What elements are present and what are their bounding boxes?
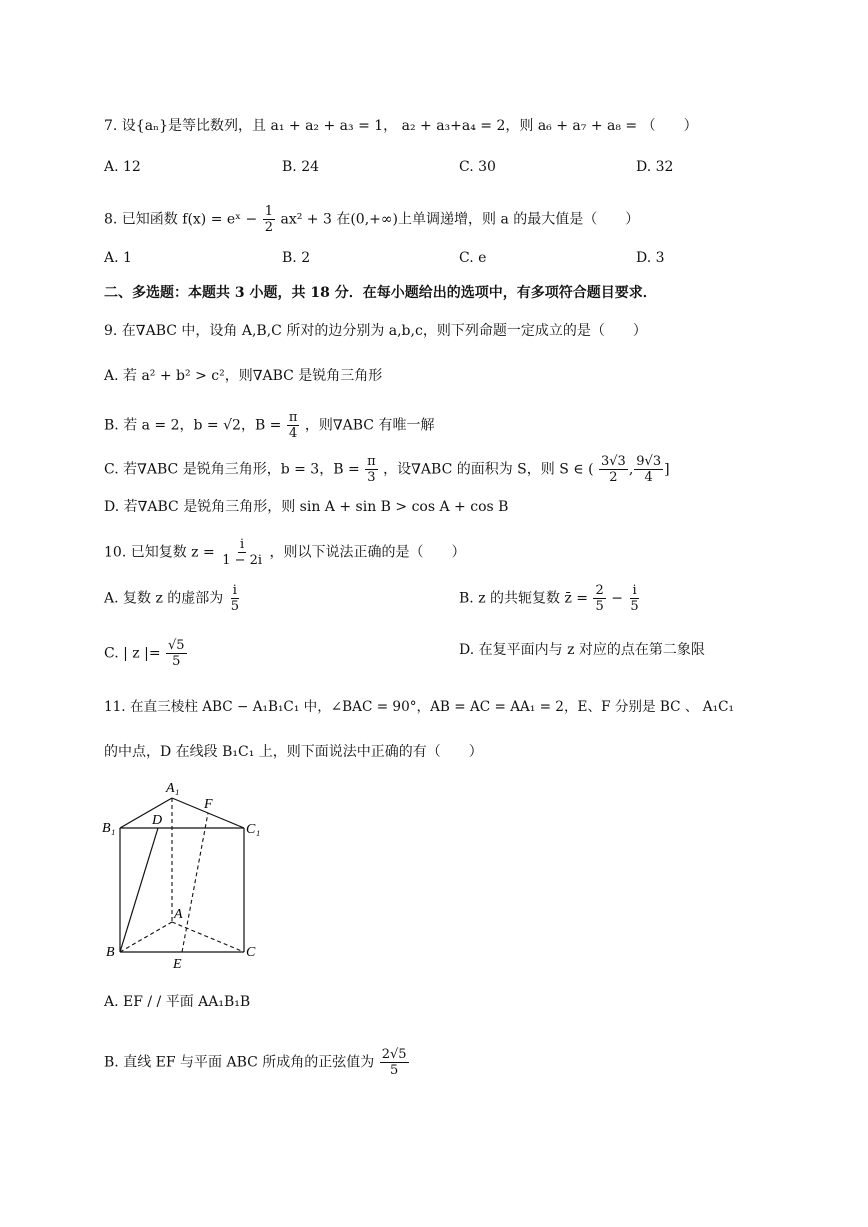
label-d: D xyxy=(152,813,163,828)
q10-b-n2: i xyxy=(632,583,637,598)
q8-fraction xyxy=(263,204,275,235)
q8-option-b: B. 2 xyxy=(282,250,311,266)
q9-c-frac-2 xyxy=(634,454,663,485)
q10-c-den: 5 xyxy=(172,654,181,669)
q10-b-pre: B. z 的共轭复数 z̄ = xyxy=(459,590,589,607)
q10-c-fraction xyxy=(166,638,187,669)
label-e: E xyxy=(173,957,182,970)
q10-option-a xyxy=(104,583,242,614)
q10-option-c xyxy=(104,638,188,669)
q11-b-fraction xyxy=(380,1047,409,1078)
q11-b-den: 5 xyxy=(390,1063,399,1078)
q9-option-b xyxy=(104,410,434,441)
label-b: B xyxy=(106,945,115,960)
q8-option-a: A. 1 xyxy=(104,250,132,266)
q10-a-den: 5 xyxy=(230,599,240,614)
q9-c-pre: C. 若∇ABC 是锐角三角形，b = 3，B = xyxy=(104,461,360,478)
q10-b-d2: 5 xyxy=(630,599,639,614)
q10-num: i xyxy=(240,537,245,552)
q9-c-end: ] xyxy=(664,461,670,478)
q8-option-d: D. 3 xyxy=(636,250,665,266)
q9-c-frac-1 xyxy=(599,454,628,485)
q7-option-c: C. 30 xyxy=(459,159,496,175)
q9-c-d2: 4 xyxy=(644,470,653,485)
label-c1: C₁ xyxy=(246,822,261,837)
q7-option-b: B. 24 xyxy=(282,159,320,175)
q7-option-a: A. 12 xyxy=(104,159,141,175)
q10-a-pre: A. 复数 z 的虚部为 xyxy=(104,590,224,607)
q9-stem: 9. 在∇ABC 中，设角 A,B,C 所对的边分别为 a,b,c，则下列命题一定成立的是（ ） xyxy=(104,323,647,339)
q10-fraction xyxy=(220,537,264,568)
q10-a-fraction xyxy=(229,583,241,614)
label-c: C xyxy=(246,945,256,960)
q8-option-c: C. e xyxy=(459,250,487,266)
q10-option-b xyxy=(459,583,642,614)
q9-c-n2: 9√3 xyxy=(636,454,662,469)
q8-frac-num: 1 xyxy=(264,204,274,219)
q9-b-den: 4 xyxy=(289,426,298,441)
q10-b-frac-1 xyxy=(593,583,605,614)
q8-stem-post: ax² + 3 在(0,+∞)上单调递增，则 a 的最大值是（ ） xyxy=(280,211,640,228)
q9-option-a: A. 若 a² + b² > c²，则∇ABC 是锐角三角形 xyxy=(104,368,383,384)
q9-c-num: π xyxy=(367,454,376,469)
edge-b1-a1 xyxy=(120,798,172,828)
q11-b-pre: B. 直线 EF 与平面 ABC 所成角的正弦值为 xyxy=(104,1054,375,1071)
q10-stem-post: ，则以下说法正确的是（ ） xyxy=(269,544,466,561)
q10-a-num: i xyxy=(232,583,237,598)
q10-stem-pre: 10. 已知复数 z = xyxy=(104,544,215,561)
section-heading: 二、多选题：本题共 3 小题，共 18 分．在每小题给出的选项中，有多项符合题目要求． xyxy=(104,285,657,301)
label-b1: B₁ xyxy=(102,821,116,836)
q10-b-n1: 2 xyxy=(595,583,604,598)
q11-stem-line2: 的中点，D 在线段 B₁C₁ 上，则下面说法中正确的有（ ） xyxy=(104,744,483,760)
prism-figure xyxy=(100,780,270,970)
q8-stem xyxy=(104,204,639,235)
q9-c-den: 3 xyxy=(367,470,376,485)
q9-option-d: D. 若∇ABC 是锐角三角形，则 sin A + sin B > cos A + cos B xyxy=(104,499,509,515)
q10-stem xyxy=(104,537,466,568)
q9-c-mid: ，设∇ABC 的面积为 S，则 S ∈ ( xyxy=(383,461,594,478)
q10-option-d: D. 在复平面内与 z 对应的点在第二象限 xyxy=(459,642,705,658)
q10-b-d1: 5 xyxy=(595,599,604,614)
q10-c-pre: C. | z |= xyxy=(104,645,161,662)
q8-stem-pre: 8. 已知函数 f(x) = eˣ − xyxy=(104,211,258,228)
q9-option-c xyxy=(104,454,670,485)
q9-c-n1: 3√3 xyxy=(601,454,626,469)
q9-b-fraction xyxy=(287,410,300,441)
q11-b-num: 2√5 xyxy=(381,1047,407,1062)
q9-c-comma: , xyxy=(628,461,634,478)
q11-option-a: A. EF / / 平面 AA₁B₁B xyxy=(104,994,251,1010)
q11-option-b xyxy=(104,1047,410,1078)
label-a: A xyxy=(174,907,183,922)
q9-b-post: ，则∇ABC 有唯一解 xyxy=(304,417,435,434)
label-a1: A₁ xyxy=(166,781,180,796)
q11-stem-line1: 11. 在直三棱柱 ABC − A₁B₁C₁ 中，∠BAC = 90°，AB = AC = AA₁ = 2，E、F 分别是 BC 、 A₁C₁ xyxy=(104,699,734,715)
q8-frac-den: 2 xyxy=(264,220,274,235)
q9-b-num: π xyxy=(288,410,298,425)
q10-b-minus: − xyxy=(611,590,623,607)
label-f: F xyxy=(204,797,213,812)
q9-c-frac-b xyxy=(365,454,378,485)
q7-option-d: D. 32 xyxy=(636,159,674,175)
q7-stem: 7. 设{aₙ}是等比数列，且 a₁ + a₂ + a₃ = 1， a₂ + a₃+a₄ = 2，则 a₆ + a₇ + a₈ = （ ） xyxy=(104,118,698,134)
edge-a-c xyxy=(172,922,244,952)
q10-c-num: √5 xyxy=(168,638,185,653)
q9-c-d1: 2 xyxy=(609,470,618,485)
q10-b-frac-2 xyxy=(628,583,640,614)
q10-den: 1 − 2i xyxy=(222,553,263,568)
q9-b-pre: B. 若 a = 2，b = √2，B = xyxy=(104,417,282,434)
